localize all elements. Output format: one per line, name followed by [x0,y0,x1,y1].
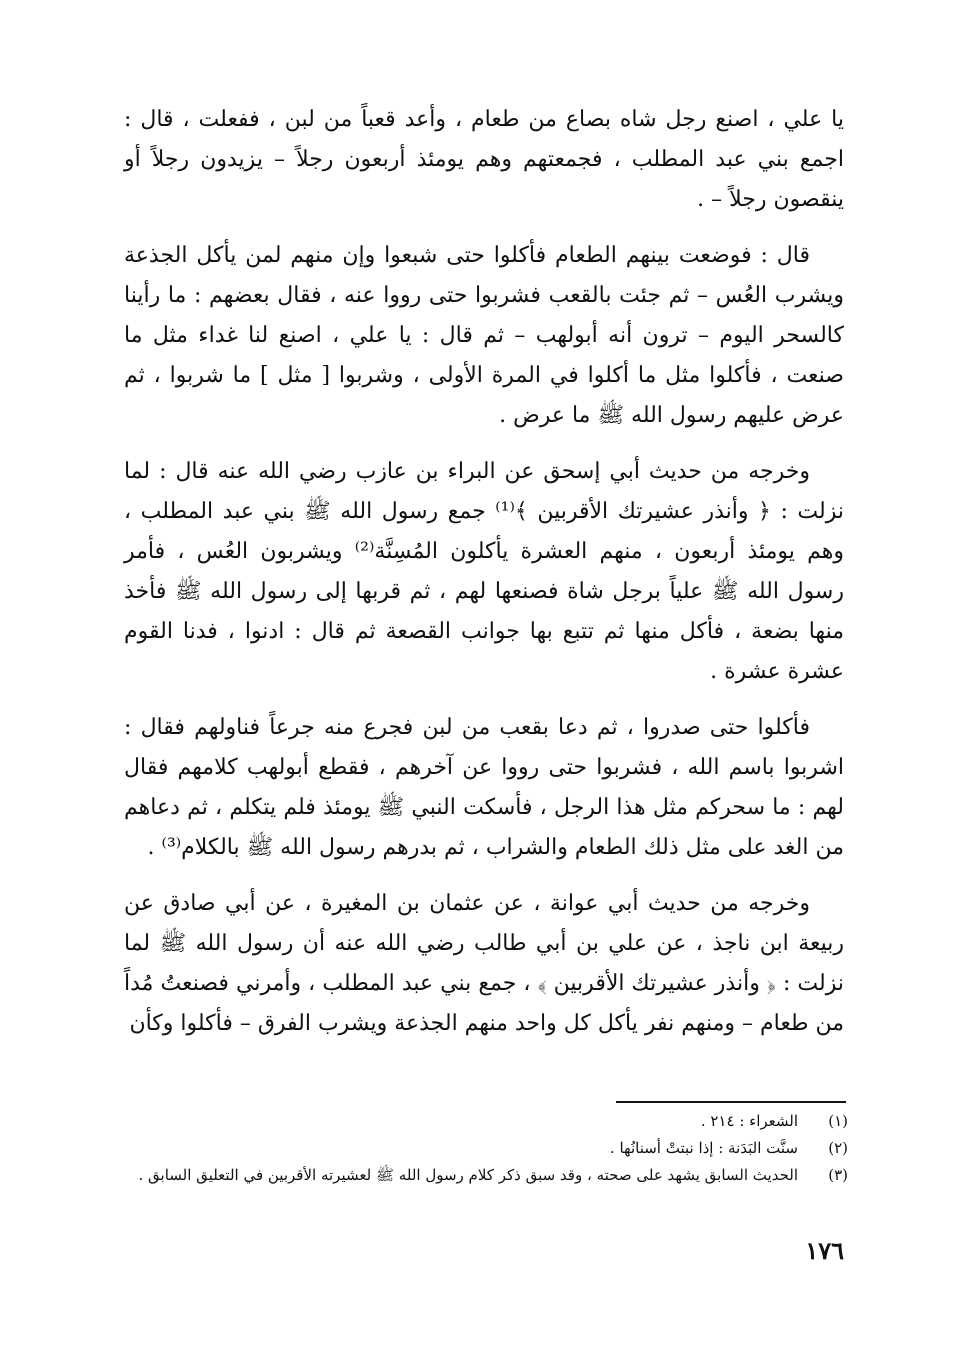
footnotes [124,1108,848,1189]
paragraph-3: وخرجه من حديث أبي إسحق عن البراء بن عازب رضي الله عنه قال : لما نزلت : ﴿ وأنذر عشيرتك الأقربين ﴾⁽¹⁾ جمع رسول الله ﷺ بني عبد المطلب ، وهم يومئذ أربعون ، منهم العشرة يأكلون المُسِنَّة⁽²⁾ ويشربون العُس ، فأمر رسول الله ﷺ علياً برجل شاة فصنعها لهم ، ثم قربها إلى رسول الله ﷺ فأخذ منها بضعة ، فأكل منها ثم تتبع بها جوانب القصعة ثم قال : ادنوا ، فدنا القوم عشرة عشرة . [124,459,844,684]
footnote-3 [124,1162,848,1189]
footnote-1 [124,1108,848,1135]
paragraph-5: وخرجه من حديث أبي عوانة ، عن عثمان بن المغيرة ، عن أبي صادق عن ربيعة ابن ناجذ ، عن علي بن أبي طالب رضي الله عنه أن رسول الله ﷺ لما نزلت : ﴿ وأنذر عشيرتك الأقربين ﴾ ، جمع بني عبد المطلب ، وأمرني فصنعتُ مُداً من طعام – ومنهم نفر يأكل كل واحد منهم الجذعة ويشرب الفرق – فأكلوا وكأن [124,891,844,1036]
footnote-text: الحديث السابق يشهد على صحته ، وقد سبق ذكر كلام رسول الله ﷺ لعشيرته الأقربين في التعليق السابق . [138,1166,798,1184]
paragraph-2: قال : فوضعت بينهم الطعام فأكلوا حتى شبعوا وإن منهم لمن يأكل الجذعة ويشرب العُس – ثم جئت بالقعب فشربوا حتى رووا عنه ، فقال بعضهم : ما رأينا كالسحر اليوم – ترون أنه أبولهب – ثم قال : يا علي ، اصنع لنا غداء مثل ما صنعت ، فأكلوا مثل ما أكلوا في المرة الأولى ، وشربوا [ مثل ] ما شربوا ، ثم عرض عليهم رسول الله ﷺ ما عرض . [124,243,844,428]
footnote-2 [124,1135,848,1162]
footnote-number: (٢) [828,1139,848,1157]
main-text [124,100,844,1060]
paragraph-4: فأكلوا حتى صدروا ، ثم دعا بقعب من لبن فجرع منه جرعاً فناولهم فقال : اشربوا باسم الله ، فشربوا حتى رووا عن آخرهم ، فقطع أبولهب كلامهم فقال لهم : ما سحركم مثل هذا الرجل ، فأسكت النبي ﷺ يومئذ فلم يتكلم ، ثم دعاهم من الغد على مثل ذلك الطعام والشراب ، ثم بدرهم رسول الله ﷺ بالكلام⁽³⁾ . [124,715,844,860]
page-number: ١٧٦ [805,1236,844,1265]
footnote-separator [616,1101,846,1103]
footnote-text: الشعراء : ٢١٤ . [700,1112,798,1130]
footnote-text: سنَّت البَدَنة : إذا نبتتْ أسنانُها . [609,1139,798,1157]
footnote-number: (٣) [828,1166,848,1184]
footnote-number: (١) [828,1112,848,1130]
paragraph-1: يا علي ، اصنع رجل شاه بصاع من طعام ، وأعد قعباً من لبن ، ففعلت ، قال : اجمع بني عبد المطلب ، فجمعتهم وهم يومئذ أربعون رجلاً – يزيدون رجلاً أو ينقصون رجلاً – . [124,107,844,212]
